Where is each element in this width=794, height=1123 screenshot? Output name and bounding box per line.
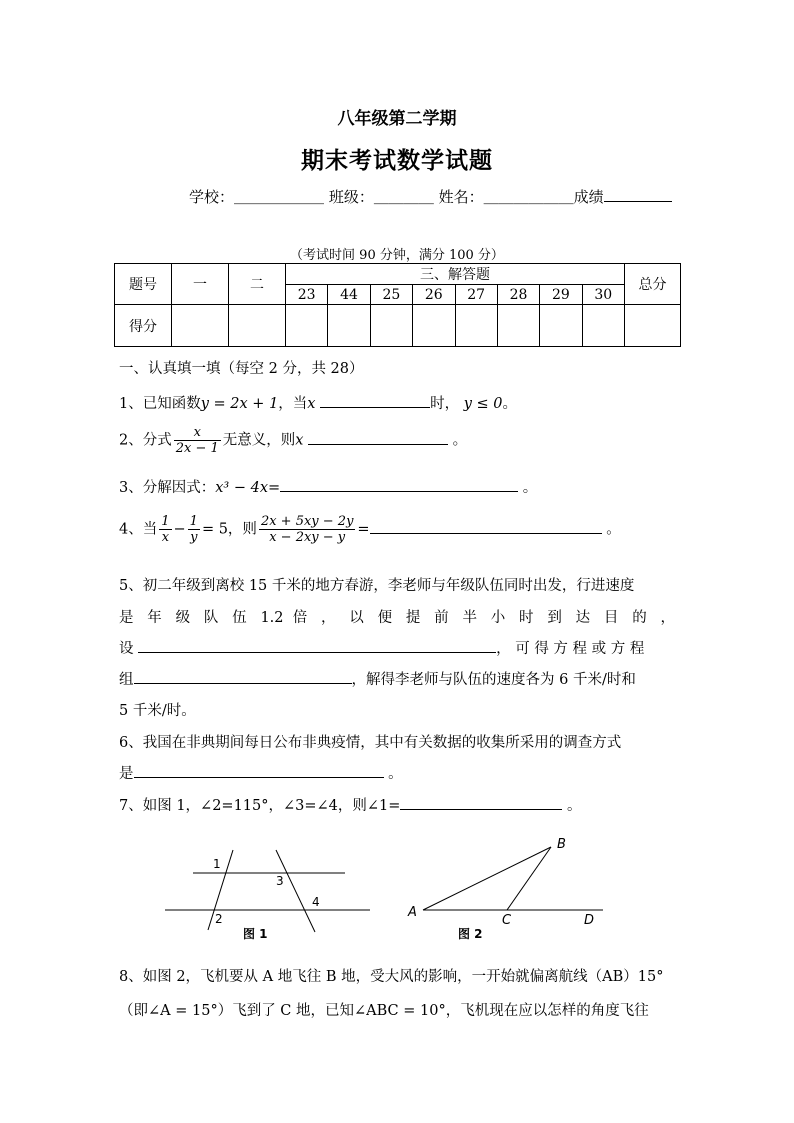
question-7 bbox=[119, 794, 582, 815]
question-6-line-2 bbox=[119, 762, 403, 783]
q4-eq2: = bbox=[357, 521, 370, 538]
q5-equation-blank[interactable] bbox=[134, 669, 352, 684]
question-5-line-3 bbox=[119, 637, 644, 658]
q4-f1-den: x bbox=[161, 530, 170, 545]
q1-var: x bbox=[307, 396, 316, 412]
q2-prefix: 2、分式 bbox=[119, 432, 172, 449]
q7-answer-blank[interactable] bbox=[400, 795, 562, 810]
fig2-label-c: C bbox=[502, 913, 512, 928]
fig2-caption: 图 2 bbox=[458, 927, 483, 941]
fig1-label-3: 3 bbox=[276, 874, 284, 888]
q2-mid: 无意义，则 bbox=[222, 432, 296, 449]
q4-f2-num: 1 bbox=[189, 514, 198, 529]
score-label: 成绩 bbox=[573, 188, 604, 206]
q1-end: 。 bbox=[502, 396, 517, 412]
q2-num: x bbox=[174, 425, 221, 441]
q4-prefix: 4、当 bbox=[119, 521, 158, 538]
row-score-label: 得分 bbox=[115, 305, 172, 347]
question-8-line-2: （即∠A = 15°）飞到了 C 地，已知∠ABC = 10°，飞机现在应以怎样的角度飞往 bbox=[119, 1003, 649, 1019]
q2-end: 。 bbox=[452, 432, 468, 449]
q4-f3-den: x − 2xy − y bbox=[269, 530, 346, 545]
q4-f3-num: 2x + 5xy − 2y bbox=[260, 514, 354, 529]
q3-prefix: 3、分解因式： bbox=[119, 480, 216, 496]
name-blank: ＿＿＿＿＿＿ bbox=[483, 188, 574, 206]
q3-expr: x³ − 4x= bbox=[215, 480, 281, 496]
class-label: 班级： bbox=[328, 188, 374, 206]
score-cell[interactable] bbox=[286, 305, 328, 347]
header-sub-col: 44 bbox=[328, 285, 370, 305]
question-4 bbox=[119, 514, 621, 545]
fig1-caption: 图 1 bbox=[243, 927, 268, 941]
q7-end: 。 bbox=[567, 798, 582, 814]
question-5-line-5: 5 千米/时。 bbox=[119, 703, 196, 719]
question-5-line-2: 是 年 级 队 伍 1.2 倍 ， 以 便 提 前 半 小 时 到 达 目 的 ， bbox=[119, 610, 675, 626]
header-sub-col: 23 bbox=[286, 285, 328, 305]
header-sub-col: 27 bbox=[455, 285, 497, 305]
q1-expr: y = 2x + 1 bbox=[200, 396, 279, 412]
fig1-transversal-right bbox=[276, 850, 315, 932]
fig1-label-1: 1 bbox=[213, 857, 221, 871]
score-cell[interactable] bbox=[582, 305, 624, 347]
header-section-three: 三、解答题 bbox=[286, 264, 625, 285]
fig2-label-a: A bbox=[408, 905, 417, 920]
q6-end: 。 bbox=[388, 766, 403, 782]
q5-line3-prefix: 设 bbox=[119, 641, 134, 657]
score-cell[interactable] bbox=[328, 305, 370, 347]
score-table bbox=[114, 263, 681, 347]
school-label: 学校： bbox=[189, 188, 235, 206]
fig2-segment-bc bbox=[507, 847, 551, 910]
question-1 bbox=[119, 392, 517, 413]
q3-answer-blank[interactable] bbox=[280, 477, 518, 492]
q1-cond: y ≤ 0 bbox=[463, 396, 503, 412]
header-sub-col: 29 bbox=[540, 285, 582, 305]
q2-den: 2x − 1 bbox=[175, 441, 219, 456]
exam-note: （考试时间 90 分钟，满分 100 分） bbox=[290, 248, 504, 263]
q4-fraction-2 bbox=[188, 514, 200, 545]
q6-prefix: 是 bbox=[119, 766, 134, 782]
q5-line4-suffix: ，解得李老师与队伍的速度各为 6 千米/时和 bbox=[351, 672, 636, 688]
section-one-heading: 一、认真填一填（每空 2 分，共 28） bbox=[119, 361, 364, 377]
q5-line3-suffix: ， 可 得 方 程 或 方 程 bbox=[496, 641, 645, 657]
score-cell[interactable] bbox=[172, 305, 229, 347]
name-label: 姓名： bbox=[438, 188, 484, 206]
figure-2 bbox=[407, 837, 603, 941]
header-sub-col: 30 bbox=[582, 285, 624, 305]
q1-prefix: 1、已知函数 bbox=[119, 396, 201, 412]
score-cell[interactable] bbox=[229, 305, 286, 347]
q6-answer-blank[interactable] bbox=[134, 763, 384, 778]
q2-var: x bbox=[295, 432, 304, 449]
q1-suffix: 时， bbox=[430, 396, 460, 412]
fig1-label-4: 4 bbox=[312, 895, 320, 909]
q3-end: 。 bbox=[522, 480, 538, 496]
grade-title: 八年级第二学期 bbox=[337, 109, 457, 129]
figure-1 bbox=[165, 850, 370, 941]
header-sub-col: 25 bbox=[370, 285, 412, 305]
fig2-label-d: D bbox=[584, 913, 595, 928]
score-blank bbox=[604, 187, 672, 202]
q4-f2-den: y bbox=[190, 530, 198, 545]
question-6-line-1: 6、我国在非典期间每日公布非典疫情，其中有关数据的收集所采用的调查方式 bbox=[119, 735, 622, 751]
fig2-label-b: B bbox=[557, 837, 566, 852]
header-sub-col: 28 bbox=[497, 285, 539, 305]
school-blank: ＿＿＿＿＿＿ bbox=[234, 188, 325, 206]
q5-set-blank[interactable] bbox=[138, 638, 496, 653]
header-number: 题号 bbox=[115, 264, 172, 305]
fig2-segment-ab bbox=[423, 847, 551, 910]
class-blank: ＿＿＿＿ bbox=[373, 188, 434, 206]
exam-title: 期末考试数学试题 bbox=[301, 147, 493, 174]
q1-mid: ，当 bbox=[278, 396, 308, 412]
q4-fraction-1 bbox=[159, 514, 171, 545]
student-info-line bbox=[189, 186, 672, 207]
q4-fraction-3 bbox=[259, 514, 355, 545]
q4-answer-blank[interactable] bbox=[370, 519, 602, 534]
q4-end: 。 bbox=[606, 521, 621, 538]
question-5-line-1: 5、初二年级到离校 15 千米的地方春游，李老师与年级队伍同时出发，行进速度 bbox=[119, 578, 635, 594]
score-cell[interactable] bbox=[497, 305, 539, 347]
q4-eq: = 5，则 bbox=[201, 521, 257, 538]
question-5-line-4 bbox=[119, 668, 636, 689]
q7-text: 7、如图 1，∠2=115°，∠3=∠4，则∠1= bbox=[119, 798, 401, 814]
q5-line4-prefix: 组 bbox=[119, 672, 134, 688]
question-8-line-1: 8、如图 2，飞机要从 A 地飞往 B 地，受大风的影响，一开始就偏离航线（AB）15° bbox=[119, 969, 664, 985]
q4-minus: − bbox=[173, 521, 186, 538]
score-cell[interactable] bbox=[455, 305, 497, 347]
question-2 bbox=[119, 425, 467, 456]
score-cell[interactable] bbox=[540, 305, 582, 347]
figures bbox=[155, 830, 615, 945]
q2-fraction bbox=[174, 425, 221, 456]
question-3 bbox=[119, 476, 537, 497]
score-cell[interactable] bbox=[413, 305, 455, 347]
q4-f1-num: 1 bbox=[161, 514, 170, 529]
q1-answer-blank[interactable] bbox=[320, 393, 430, 408]
q2-answer-blank[interactable] bbox=[308, 430, 448, 445]
header-section-one: 一 bbox=[172, 264, 229, 305]
header-sub-col: 26 bbox=[413, 285, 455, 305]
score-cell[interactable] bbox=[370, 305, 412, 347]
header-section-two: 二 bbox=[229, 264, 286, 305]
header-total: 总分 bbox=[625, 264, 681, 305]
fig1-label-2: 2 bbox=[215, 912, 223, 926]
score-cell[interactable] bbox=[625, 305, 681, 347]
